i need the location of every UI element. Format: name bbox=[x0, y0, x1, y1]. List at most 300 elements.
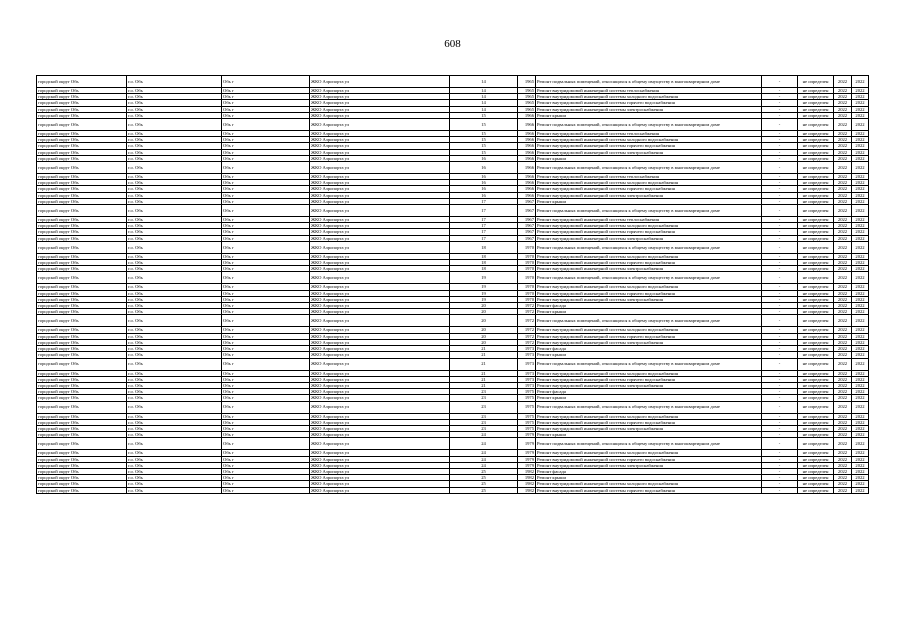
build-year-cell: 1973 bbox=[518, 346, 536, 352]
year-start-cell: 2022 bbox=[834, 186, 852, 192]
dash-cell: - bbox=[762, 487, 798, 493]
municipality-cell: городской округ Обь bbox=[37, 155, 127, 161]
municipality-cell: городской округ Обь bbox=[37, 100, 127, 106]
district-cell: г.о. Обь bbox=[127, 162, 222, 174]
cost-cell: не определен bbox=[798, 223, 834, 229]
street-cell: ЖКО Аэропорта ул bbox=[310, 432, 450, 438]
house-number-cell: 16 bbox=[450, 162, 518, 174]
dash-cell: - bbox=[762, 352, 798, 358]
build-year-cell: 1966 bbox=[518, 112, 536, 118]
district-cell: г.о. Обь bbox=[127, 229, 222, 235]
street-cell: ЖКО Аэропорта ул bbox=[310, 382, 450, 388]
district-cell: г.о. Обь bbox=[127, 389, 222, 395]
district-cell: г.о. Обь bbox=[127, 438, 222, 450]
locality-cell: Обь г bbox=[222, 290, 310, 296]
municipality-cell: городской округ Обь bbox=[37, 450, 127, 456]
street-cell: ЖКО Аэропорта ул bbox=[310, 290, 450, 296]
dash-cell: - bbox=[762, 303, 798, 309]
municipality-cell: городской округ Обь bbox=[37, 253, 127, 259]
street-cell: ЖКО Аэропорта ул bbox=[310, 333, 450, 339]
house-number-cell: 14 bbox=[450, 88, 518, 94]
build-year-cell: 1972 bbox=[518, 333, 536, 339]
house-number-cell: 14 bbox=[450, 76, 518, 88]
year-start-cell: 2022 bbox=[834, 432, 852, 438]
year-start-cell: 2022 bbox=[834, 266, 852, 272]
locality-cell: Обь г bbox=[222, 333, 310, 339]
year-start-cell: 2022 bbox=[834, 229, 852, 235]
year-end-cell: 2022 bbox=[852, 235, 869, 241]
locality-cell: Обь г bbox=[222, 475, 310, 481]
district-cell: г.о. Обь bbox=[127, 333, 222, 339]
work-type-cell: Ремонт внутридомовой инженерной системы горячего водоснабжения bbox=[536, 376, 762, 382]
year-end-cell: 2022 bbox=[852, 217, 869, 223]
build-year-cell: 1966 bbox=[518, 192, 536, 198]
street-cell: ЖКО Аэропорта ул bbox=[310, 192, 450, 198]
locality-cell: Обь г bbox=[222, 327, 310, 333]
street-cell: ЖКО Аэропорта ул bbox=[310, 376, 450, 382]
year-end-cell: 2022 bbox=[852, 475, 869, 481]
street-cell: ЖКО Аэропорта ул bbox=[310, 468, 450, 474]
district-cell: г.о. Обь bbox=[127, 352, 222, 358]
street-cell: ЖКО Аэропорта ул bbox=[310, 370, 450, 376]
year-start-cell: 2022 bbox=[834, 425, 852, 431]
street-cell: ЖКО Аэропорта ул bbox=[310, 253, 450, 259]
street-cell: ЖКО Аэропорта ул bbox=[310, 149, 450, 155]
year-end-cell: 2022 bbox=[852, 395, 869, 401]
district-cell: г.о. Обь bbox=[127, 487, 222, 493]
dash-cell: - bbox=[762, 413, 798, 419]
build-year-cell: 1965 bbox=[518, 94, 536, 100]
work-type-cell: Ремонт подвальных помещений, относящихся к общему имуществу в многоквартирном доме bbox=[536, 438, 762, 450]
district-cell: г.о. Обь bbox=[127, 296, 222, 302]
locality-cell: Обь г bbox=[222, 266, 310, 272]
year-end-cell: 2022 bbox=[852, 241, 869, 253]
district-cell: г.о. Обь bbox=[127, 468, 222, 474]
build-year-cell: 1967 bbox=[518, 229, 536, 235]
house-number-cell: 19 bbox=[450, 296, 518, 302]
dash-cell: - bbox=[762, 290, 798, 296]
dash-cell: - bbox=[762, 284, 798, 290]
build-year-cell: 1982 bbox=[518, 481, 536, 487]
dash-cell: - bbox=[762, 481, 798, 487]
year-end-cell: 2022 bbox=[852, 358, 869, 370]
locality-cell: Обь г bbox=[222, 450, 310, 456]
street-cell: ЖКО Аэропорта ул bbox=[310, 339, 450, 345]
build-year-cell: 1982 bbox=[518, 487, 536, 493]
year-start-cell: 2022 bbox=[834, 100, 852, 106]
year-end-cell: 2022 bbox=[852, 450, 869, 456]
dash-cell: - bbox=[762, 143, 798, 149]
year-end-cell: 2022 bbox=[852, 76, 869, 88]
district-cell: г.о. Обь bbox=[127, 174, 222, 180]
municipality-cell: городской округ Обь bbox=[37, 358, 127, 370]
municipality-cell: городской округ Обь bbox=[37, 260, 127, 266]
dash-cell: - bbox=[762, 376, 798, 382]
dash-cell: - bbox=[762, 450, 798, 456]
cost-cell: не определен bbox=[798, 180, 834, 186]
year-start-cell: 2022 bbox=[834, 389, 852, 395]
locality-cell: Обь г bbox=[222, 468, 310, 474]
year-start-cell: 2022 bbox=[834, 462, 852, 468]
street-cell: ЖКО Аэропорта ул bbox=[310, 186, 450, 192]
build-year-cell: 1982 bbox=[518, 468, 536, 474]
build-year-cell: 1966 bbox=[518, 131, 536, 137]
municipality-cell: городской округ Обь bbox=[37, 198, 127, 204]
house-number-cell: 20 bbox=[450, 327, 518, 333]
house-number-cell: 17 bbox=[450, 205, 518, 217]
cost-cell: не определен bbox=[798, 174, 834, 180]
year-start-cell: 2022 bbox=[834, 309, 852, 315]
district-cell: г.о. Обь bbox=[127, 131, 222, 137]
year-start-cell: 2022 bbox=[834, 205, 852, 217]
build-year-cell: 1970 bbox=[518, 296, 536, 302]
district-cell: г.о. Обь bbox=[127, 339, 222, 345]
work-type-cell: Ремонт внутридомовой инженерной системы горячего водоснабжения bbox=[536, 100, 762, 106]
dash-cell: - bbox=[762, 198, 798, 204]
locality-cell: Обь г bbox=[222, 205, 310, 217]
build-year-cell: 1965 bbox=[518, 106, 536, 112]
work-type-cell: Ремонт внутридомовой инженерной системы электроснабжения bbox=[536, 296, 762, 302]
locality-cell: Обь г bbox=[222, 192, 310, 198]
dash-cell: - bbox=[762, 241, 798, 253]
year-end-cell: 2022 bbox=[852, 180, 869, 186]
street-cell: ЖКО Аэропорта ул bbox=[310, 119, 450, 131]
year-start-cell: 2022 bbox=[834, 450, 852, 456]
house-number-cell: 21 bbox=[450, 358, 518, 370]
dash-cell: - bbox=[762, 358, 798, 370]
build-year-cell: 1967 bbox=[518, 205, 536, 217]
locality-cell: Обь г bbox=[222, 186, 310, 192]
year-start-cell: 2022 bbox=[834, 192, 852, 198]
municipality-cell: городской округ Обь bbox=[37, 174, 127, 180]
work-type-cell: Ремонт внутридомовой инженерной системы холодного водоснабжения bbox=[536, 223, 762, 229]
year-start-cell: 2022 bbox=[834, 376, 852, 382]
dash-cell: - bbox=[762, 296, 798, 302]
municipality-cell: городской округ Обь bbox=[37, 309, 127, 315]
table-row bbox=[37, 162, 869, 174]
work-type-cell: Ремонт внутридомовой инженерной системы холодного водоснабжения bbox=[536, 253, 762, 259]
street-cell: ЖКО Аэропорта ул bbox=[310, 389, 450, 395]
work-type-cell: Ремонт внутридомовой инженерной системы холодного водоснабжения bbox=[536, 284, 762, 290]
municipality-cell: городской округ Обь bbox=[37, 419, 127, 425]
build-year-cell: 1970 bbox=[518, 260, 536, 266]
street-cell: ЖКО Аэропорта ул bbox=[310, 143, 450, 149]
municipality-cell: городской округ Обь bbox=[37, 131, 127, 137]
house-number-cell: 20 bbox=[450, 339, 518, 345]
year-end-cell: 2022 bbox=[852, 100, 869, 106]
year-end-cell: 2022 bbox=[852, 303, 869, 309]
dash-cell: - bbox=[762, 94, 798, 100]
dash-cell: - bbox=[762, 475, 798, 481]
municipality-cell: городской округ Обь bbox=[37, 333, 127, 339]
cost-cell: не определен bbox=[798, 333, 834, 339]
locality-cell: Обь г bbox=[222, 481, 310, 487]
build-year-cell: 1972 bbox=[518, 339, 536, 345]
year-end-cell: 2022 bbox=[852, 155, 869, 161]
house-number-cell: 25 bbox=[450, 475, 518, 481]
house-number-cell: 20 bbox=[450, 309, 518, 315]
build-year-cell: 1973 bbox=[518, 352, 536, 358]
municipality-cell: городской округ Обь bbox=[37, 327, 127, 333]
dash-cell: - bbox=[762, 100, 798, 106]
year-end-cell: 2022 bbox=[852, 468, 869, 474]
district-cell: г.о. Обь bbox=[127, 100, 222, 106]
street-cell: ЖКО Аэропорта ул bbox=[310, 352, 450, 358]
district-cell: г.о. Обь bbox=[127, 370, 222, 376]
build-year-cell: 1979 bbox=[518, 438, 536, 450]
municipality-cell: городской округ Обь bbox=[37, 462, 127, 468]
work-type-cell: Ремонт внутридомовой инженерной системы электроснабжения bbox=[536, 106, 762, 112]
municipality-cell: городской округ Обь bbox=[37, 376, 127, 382]
cost-cell: не определен bbox=[798, 119, 834, 131]
cost-cell: не определен bbox=[798, 229, 834, 235]
year-start-cell: 2022 bbox=[834, 260, 852, 266]
year-start-cell: 2022 bbox=[834, 143, 852, 149]
street-cell: ЖКО Аэропорта ул bbox=[310, 309, 450, 315]
year-end-cell: 2022 bbox=[852, 192, 869, 198]
house-number-cell: 19 bbox=[450, 290, 518, 296]
build-year-cell: 1975 bbox=[518, 419, 536, 425]
cost-cell: не определен bbox=[798, 94, 834, 100]
locality-cell: Обь г bbox=[222, 315, 310, 327]
street-cell: ЖКО Аэропорта ул bbox=[310, 358, 450, 370]
table-row bbox=[37, 315, 869, 327]
house-number-cell: 16 bbox=[450, 155, 518, 161]
year-start-cell: 2022 bbox=[834, 303, 852, 309]
work-type-cell: Ремонт подвальных помещений, относящихся к общему имуществу в многоквартирном доме bbox=[536, 315, 762, 327]
work-type-cell: Ремонт крыши bbox=[536, 352, 762, 358]
work-type-cell: Ремонт подвальных помещений, относящихся к общему имуществу в многоквартирном доме bbox=[536, 162, 762, 174]
street-cell: ЖКО Аэропорта ул bbox=[310, 198, 450, 204]
dash-cell: - bbox=[762, 346, 798, 352]
dash-cell: - bbox=[762, 180, 798, 186]
year-end-cell: 2022 bbox=[852, 487, 869, 493]
street-cell: ЖКО Аэропорта ул bbox=[310, 131, 450, 137]
year-end-cell: 2022 bbox=[852, 339, 869, 345]
dash-cell: - bbox=[762, 438, 798, 450]
year-end-cell: 2022 bbox=[852, 253, 869, 259]
locality-cell: Обь г bbox=[222, 235, 310, 241]
municipality-cell: городской округ Обь bbox=[37, 382, 127, 388]
house-number-cell: 16 bbox=[450, 174, 518, 180]
dash-cell: - bbox=[762, 137, 798, 143]
cost-cell: не определен bbox=[798, 413, 834, 419]
work-type-cell: Ремонт внутридомовой инженерной системы горячего водоснабжения bbox=[536, 333, 762, 339]
house-number-cell: 19 bbox=[450, 284, 518, 290]
work-type-cell: Ремонт внутридомовой инженерной системы электроснабжения bbox=[536, 192, 762, 198]
build-year-cell: 1982 bbox=[518, 475, 536, 481]
locality-cell: Обь г bbox=[222, 419, 310, 425]
house-number-cell: 24 bbox=[450, 438, 518, 450]
work-type-cell: Ремонт внутридомовой инженерной системы горячего водоснабжения bbox=[536, 487, 762, 493]
year-start-cell: 2022 bbox=[834, 223, 852, 229]
year-end-cell: 2022 bbox=[852, 481, 869, 487]
house-number-cell: 17 bbox=[450, 217, 518, 223]
year-end-cell: 2022 bbox=[852, 419, 869, 425]
district-cell: г.о. Обь bbox=[127, 106, 222, 112]
house-number-cell: 23 bbox=[450, 401, 518, 413]
year-start-cell: 2022 bbox=[834, 290, 852, 296]
year-end-cell: 2022 bbox=[852, 272, 869, 284]
house-number-cell: 17 bbox=[450, 235, 518, 241]
locality-cell: Обь г bbox=[222, 438, 310, 450]
table-row bbox=[37, 119, 869, 131]
year-end-cell: 2022 bbox=[852, 413, 869, 419]
work-type-cell: Ремонт внутридомовой инженерной системы теплоснабжения bbox=[536, 88, 762, 94]
year-start-cell: 2022 bbox=[834, 395, 852, 401]
district-cell: г.о. Обь bbox=[127, 112, 222, 118]
year-end-cell: 2022 bbox=[852, 112, 869, 118]
house-number-cell: 16 bbox=[450, 192, 518, 198]
municipality-cell: городской округ Обь bbox=[37, 395, 127, 401]
locality-cell: Обь г bbox=[222, 217, 310, 223]
page-number: 608 bbox=[444, 38, 461, 50]
build-year-cell: 1973 bbox=[518, 376, 536, 382]
locality-cell: Обь г bbox=[222, 180, 310, 186]
district-cell: г.о. Обь bbox=[127, 76, 222, 88]
year-end-cell: 2022 bbox=[852, 186, 869, 192]
work-type-cell: Ремонт внутридомовой инженерной системы теплоснабжения bbox=[536, 217, 762, 223]
work-type-cell: Ремонт крыши bbox=[536, 432, 762, 438]
table-row bbox=[37, 241, 869, 253]
locality-cell: Обь г bbox=[222, 358, 310, 370]
build-year-cell: 1970 bbox=[518, 272, 536, 284]
dash-cell: - bbox=[762, 253, 798, 259]
dash-cell: - bbox=[762, 333, 798, 339]
cost-cell: не определен bbox=[798, 389, 834, 395]
street-cell: ЖКО Аэропорта ул bbox=[310, 162, 450, 174]
house-number-cell: 17 bbox=[450, 229, 518, 235]
cost-cell: не определен bbox=[798, 266, 834, 272]
municipality-cell: городской округ Обь bbox=[37, 315, 127, 327]
table-row bbox=[37, 438, 869, 450]
house-number-cell: 25 bbox=[450, 481, 518, 487]
year-end-cell: 2022 bbox=[852, 137, 869, 143]
street-cell: ЖКО Аэропорта ул bbox=[310, 266, 450, 272]
work-type-cell: Ремонт подвальных помещений, относящихся к общему имуществу в многоквартирном доме bbox=[536, 241, 762, 253]
build-year-cell: 1966 bbox=[518, 180, 536, 186]
dash-cell: - bbox=[762, 315, 798, 327]
build-year-cell: 1975 bbox=[518, 401, 536, 413]
house-number-cell: 21 bbox=[450, 370, 518, 376]
locality-cell: Обь г bbox=[222, 487, 310, 493]
locality-cell: Обь г bbox=[222, 462, 310, 468]
locality-cell: Обь г bbox=[222, 370, 310, 376]
work-type-cell: Ремонт крыши bbox=[536, 155, 762, 161]
district-cell: г.о. Обь bbox=[127, 253, 222, 259]
cost-cell: не определен bbox=[798, 162, 834, 174]
dash-cell: - bbox=[762, 272, 798, 284]
capital-repair-table-container bbox=[36, 75, 868, 494]
year-end-cell: 2022 bbox=[852, 315, 869, 327]
cost-cell: не определен bbox=[798, 358, 834, 370]
district-cell: г.о. Обь bbox=[127, 260, 222, 266]
street-cell: ЖКО Аэропорта ул bbox=[310, 462, 450, 468]
year-end-cell: 2022 bbox=[852, 425, 869, 431]
locality-cell: Обь г bbox=[222, 106, 310, 112]
house-number-cell: 24 bbox=[450, 432, 518, 438]
municipality-cell: городской округ Обь bbox=[37, 76, 127, 88]
build-year-cell: 1972 bbox=[518, 309, 536, 315]
work-type-cell: Ремонт подвальных помещений, относящихся к общему имуществу в многоквартирном доме bbox=[536, 358, 762, 370]
cost-cell: не определен bbox=[798, 438, 834, 450]
house-number-cell: 18 bbox=[450, 260, 518, 266]
locality-cell: Обь г bbox=[222, 309, 310, 315]
cost-cell: не определен bbox=[798, 309, 834, 315]
district-cell: г.о. Обь bbox=[127, 241, 222, 253]
locality-cell: Обь г bbox=[222, 296, 310, 302]
build-year-cell: 1966 bbox=[518, 155, 536, 161]
build-year-cell: 1979 bbox=[518, 450, 536, 456]
year-end-cell: 2022 bbox=[852, 346, 869, 352]
build-year-cell: 1975 bbox=[518, 389, 536, 395]
year-end-cell: 2022 bbox=[852, 260, 869, 266]
district-cell: г.о. Обь bbox=[127, 481, 222, 487]
municipality-cell: городской округ Обь bbox=[37, 149, 127, 155]
district-cell: г.о. Обь bbox=[127, 432, 222, 438]
year-start-cell: 2022 bbox=[834, 475, 852, 481]
work-type-cell: Ремонт внутридомовой инженерной системы электроснабжения bbox=[536, 149, 762, 155]
street-cell: ЖКО Аэропорта ул bbox=[310, 174, 450, 180]
year-end-cell: 2022 bbox=[852, 333, 869, 339]
house-number-cell: 14 bbox=[450, 100, 518, 106]
municipality-cell: городской округ Обь bbox=[37, 284, 127, 290]
work-type-cell: Ремонт фасада bbox=[536, 346, 762, 352]
locality-cell: Обь г bbox=[222, 137, 310, 143]
house-number-cell: 16 bbox=[450, 180, 518, 186]
cost-cell: не определен bbox=[798, 241, 834, 253]
dash-cell: - bbox=[762, 260, 798, 266]
dash-cell: - bbox=[762, 162, 798, 174]
dash-cell: - bbox=[762, 76, 798, 88]
work-type-cell: Ремонт внутридомовой инженерной системы горячего водоснабжения bbox=[536, 260, 762, 266]
municipality-cell: городской округ Обь bbox=[37, 290, 127, 296]
cost-cell: не определен bbox=[798, 143, 834, 149]
street-cell: ЖКО Аэропорта ул bbox=[310, 395, 450, 401]
work-type-cell: Ремонт внутридомовой инженерной системы электроснабжения bbox=[536, 425, 762, 431]
year-start-cell: 2022 bbox=[834, 149, 852, 155]
house-number-cell: 20 bbox=[450, 315, 518, 327]
build-year-cell: 1975 bbox=[518, 395, 536, 401]
house-number-cell: 15 bbox=[450, 119, 518, 131]
dash-cell: - bbox=[762, 223, 798, 229]
dash-cell: - bbox=[762, 217, 798, 223]
work-type-cell: Ремонт внутридомовой инженерной системы горячего водоснабжения bbox=[536, 186, 762, 192]
cost-cell: не определен bbox=[798, 253, 834, 259]
cost-cell: не определен bbox=[798, 425, 834, 431]
locality-cell: Обь г bbox=[222, 143, 310, 149]
work-type-cell: Ремонт внутридомовой инженерной системы холодного водоснабжения bbox=[536, 180, 762, 186]
district-cell: г.о. Обь bbox=[127, 346, 222, 352]
district-cell: г.о. Обь bbox=[127, 235, 222, 241]
municipality-cell: городской округ Обь bbox=[37, 217, 127, 223]
locality-cell: Обь г bbox=[222, 100, 310, 106]
district-cell: г.о. Обь bbox=[127, 327, 222, 333]
cost-cell: не определен bbox=[798, 327, 834, 333]
cost-cell: не определен bbox=[798, 88, 834, 94]
build-year-cell: 1973 bbox=[518, 370, 536, 376]
capital-repair-table bbox=[36, 75, 869, 494]
work-type-cell: Ремонт внутридомовой инженерной системы холодного водоснабжения bbox=[536, 450, 762, 456]
locality-cell: Обь г bbox=[222, 346, 310, 352]
district-cell: г.о. Обь bbox=[127, 419, 222, 425]
cost-cell: не определен bbox=[798, 346, 834, 352]
house-number-cell: 24 bbox=[450, 456, 518, 462]
dash-cell: - bbox=[762, 309, 798, 315]
cost-cell: не определен bbox=[798, 370, 834, 376]
municipality-cell: городской округ Обь bbox=[37, 438, 127, 450]
year-start-cell: 2022 bbox=[834, 76, 852, 88]
